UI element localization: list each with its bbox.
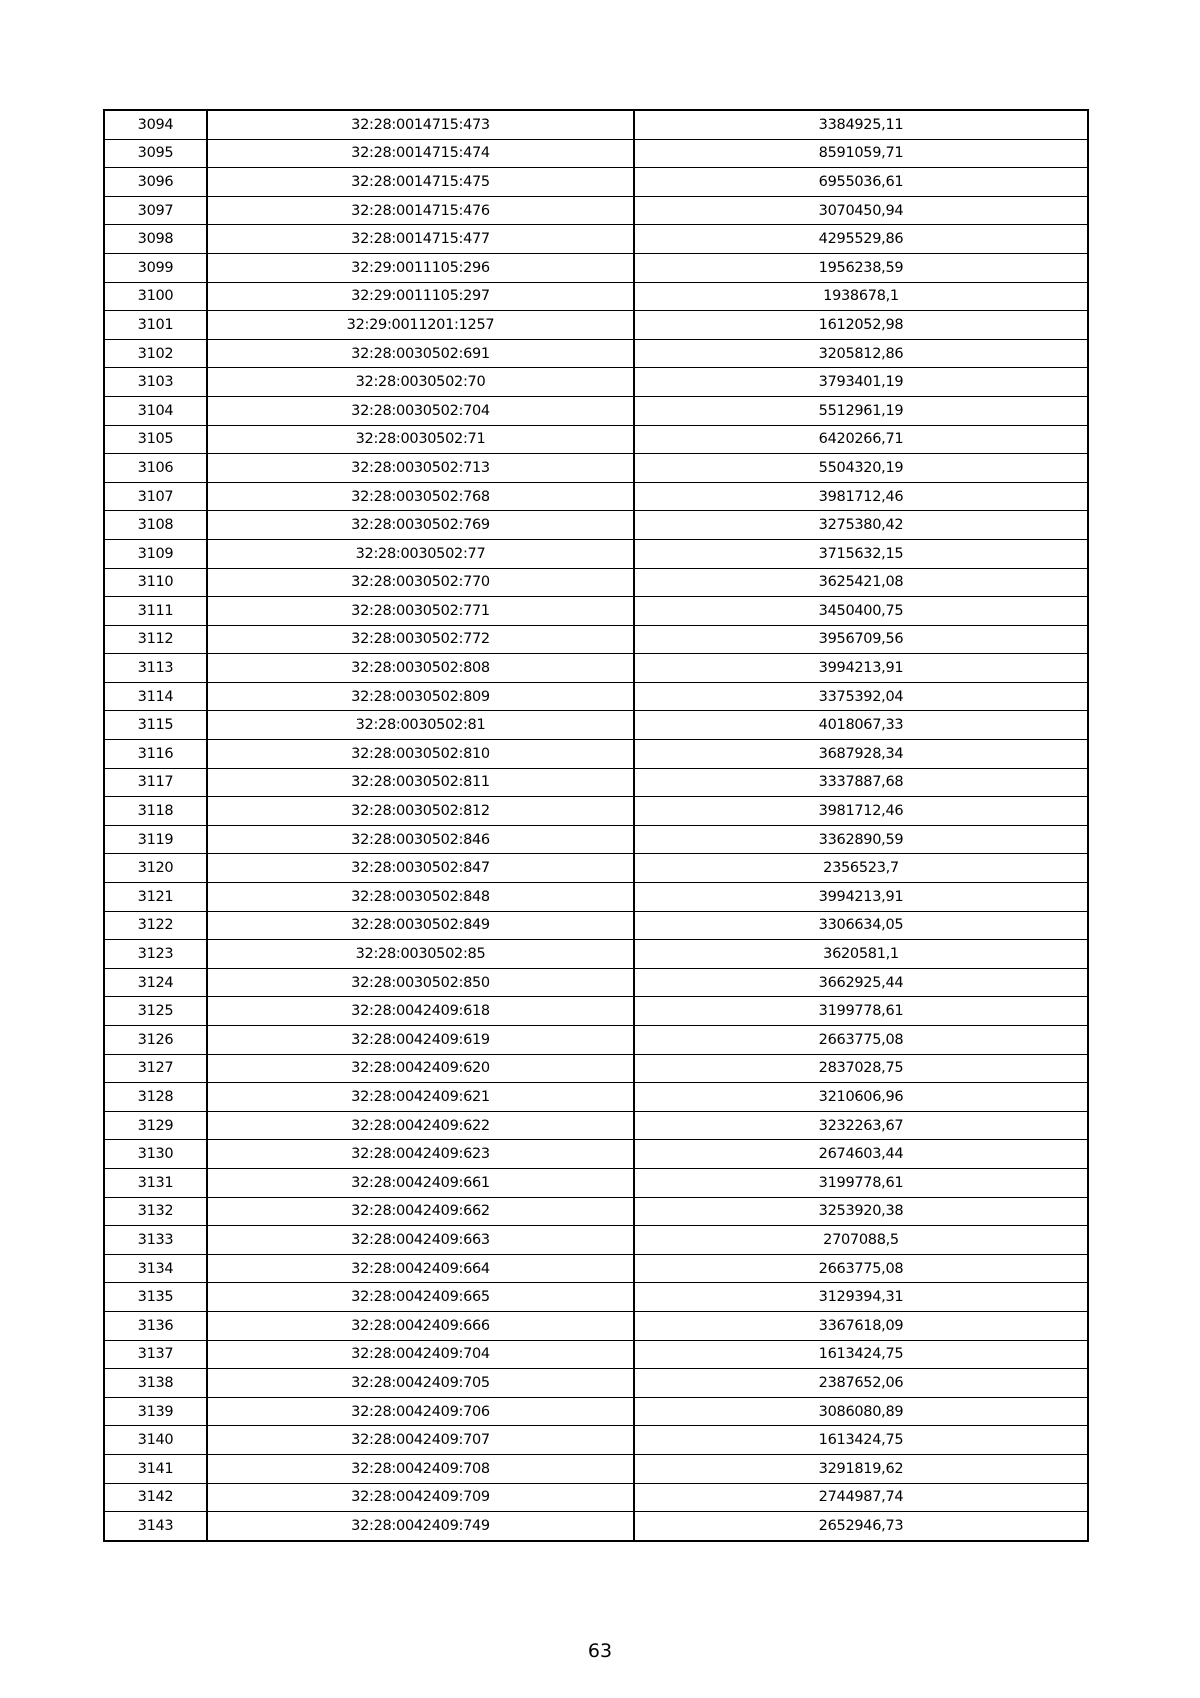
cadastral-number-cell: 32:28:0042409:661 (207, 1168, 634, 1197)
row-number-cell: 3099 (104, 253, 207, 282)
row-number-cell: 3122 (104, 911, 207, 940)
cadastral-value-cell: 6955036,61 (634, 168, 1088, 197)
cadastral-number-cell: 32:28:0030502:713 (207, 454, 634, 483)
row-number-cell: 3123 (104, 940, 207, 969)
table-row (104, 425, 1088, 454)
table-row (104, 1140, 1088, 1169)
cadastral-value-cell: 3199778,61 (634, 1168, 1088, 1197)
cadastral-value-cell: 2663775,08 (634, 1254, 1088, 1283)
cadastral-number-cell: 32:28:0042409:622 (207, 1111, 634, 1140)
cadastral-number-cell: 32:28:0030502:809 (207, 682, 634, 711)
cadastral-number-cell: 32:28:0030502:849 (207, 911, 634, 940)
row-number-cell: 3107 (104, 482, 207, 511)
cadastral-value-cell: 3662925,44 (634, 968, 1088, 997)
row-number-cell: 3128 (104, 1083, 207, 1112)
cadastral-number-cell: 32:28:0042409:618 (207, 997, 634, 1026)
table-row (104, 539, 1088, 568)
cadastral-number-cell: 32:28:0030502:771 (207, 597, 634, 626)
cadastral-number-cell: 32:28:0030502:769 (207, 511, 634, 540)
table-row (104, 168, 1088, 197)
table-row (104, 1111, 1088, 1140)
cadastral-number-cell: 32:28:0042409:662 (207, 1197, 634, 1226)
table-row (104, 740, 1088, 769)
cadastral-number-cell: 32:28:0030502:768 (207, 482, 634, 511)
row-number-cell: 3132 (104, 1197, 207, 1226)
table-row (104, 825, 1088, 854)
table-row (104, 1283, 1088, 1312)
table-row (104, 654, 1088, 683)
cadastral-value-cell: 3715632,15 (634, 539, 1088, 568)
page-number: 63 (587, 1640, 613, 1662)
cadastral-value-cell: 3384925,11 (634, 110, 1088, 139)
table-row (104, 139, 1088, 168)
row-number-cell: 3106 (104, 454, 207, 483)
cadastral-value-cell: 2387652,06 (634, 1369, 1088, 1398)
cadastral-number-cell: 32:28:0030502:808 (207, 654, 634, 683)
row-number-cell: 3117 (104, 768, 207, 797)
cadastral-value-cell: 3306634,05 (634, 911, 1088, 940)
row-number-cell: 3119 (104, 825, 207, 854)
cadastral-number-cell: 32:28:0042409:708 (207, 1454, 634, 1483)
row-number-cell: 3111 (104, 597, 207, 626)
row-number-cell: 3118 (104, 797, 207, 826)
cadastral-value-cell: 1956238,59 (634, 253, 1088, 282)
cadastral-value-cell: 1938678,1 (634, 282, 1088, 311)
cadastral-value-cell: 4018067,33 (634, 711, 1088, 740)
row-number-cell: 3110 (104, 568, 207, 597)
cadastral-number-cell: 32:28:0030502:81 (207, 711, 634, 740)
table-row (104, 1254, 1088, 1283)
cadastral-number-cell: 32:28:0030502:846 (207, 825, 634, 854)
cadastral-value-cell: 3129394,31 (634, 1283, 1088, 1312)
row-number-cell: 3126 (104, 1026, 207, 1055)
cadastral-number-cell: 32:29:0011201:1257 (207, 311, 634, 340)
cadastral-number-cell: 32:28:0042409:620 (207, 1054, 634, 1083)
row-number-cell: 3097 (104, 196, 207, 225)
cadastral-number-cell: 32:28:0030502:704 (207, 396, 634, 425)
cadastral-number-cell: 32:28:0042409:709 (207, 1483, 634, 1512)
table-row (104, 110, 1088, 139)
cadastral-value-cell: 3232263,67 (634, 1111, 1088, 1140)
row-number-cell: 3143 (104, 1512, 207, 1541)
cadastral-number-cell: 32:28:0030502:848 (207, 883, 634, 912)
cadastral-number-cell: 32:28:0042409:666 (207, 1311, 634, 1340)
table-row (104, 797, 1088, 826)
cadastral-number-cell: 32:28:0014715:474 (207, 139, 634, 168)
table-row (104, 1197, 1088, 1226)
cadastral-number-cell: 32:28:0042409:704 (207, 1340, 634, 1369)
row-number-cell: 3109 (104, 539, 207, 568)
table-row (104, 883, 1088, 912)
cadastral-number-cell: 32:28:0014715:475 (207, 168, 634, 197)
cadastral-value-cell: 3793401,19 (634, 368, 1088, 397)
cadastral-number-cell: 32:28:0030502:810 (207, 740, 634, 769)
row-number-cell: 3139 (104, 1397, 207, 1426)
table-row (104, 1512, 1088, 1541)
table-row (104, 311, 1088, 340)
row-number-cell: 3103 (104, 368, 207, 397)
cadastral-number-cell: 32:28:0042409:665 (207, 1283, 634, 1312)
cadastral-value-cell: 5504320,19 (634, 454, 1088, 483)
table-row (104, 1369, 1088, 1398)
row-number-cell: 3142 (104, 1483, 207, 1512)
table-row (104, 1483, 1088, 1512)
cadastral-value-cell: 1613424,75 (634, 1426, 1088, 1455)
cadastral-value-cell: 4295529,86 (634, 225, 1088, 254)
cadastral-value-cell: 3981712,46 (634, 482, 1088, 511)
cadastral-value-cell: 3210606,96 (634, 1083, 1088, 1112)
cadastral-number-cell: 32:28:0042409:663 (207, 1226, 634, 1255)
row-number-cell: 3131 (104, 1168, 207, 1197)
cadastral-number-cell: 32:28:0030502:812 (207, 797, 634, 826)
cadastral-value-cell: 3981712,46 (634, 797, 1088, 826)
row-number-cell: 3116 (104, 740, 207, 769)
table-row (104, 1168, 1088, 1197)
cadastral-number-cell: 32:28:0042409:707 (207, 1426, 634, 1455)
table-row (104, 1226, 1088, 1255)
table-row (104, 482, 1088, 511)
table-row (104, 1311, 1088, 1340)
cadastral-value-cell: 5512961,19 (634, 396, 1088, 425)
row-number-cell: 3114 (104, 682, 207, 711)
row-number-cell: 3108 (104, 511, 207, 540)
table-row (104, 368, 1088, 397)
row-number-cell: 3121 (104, 883, 207, 912)
cadastral-number-cell: 32:29:0011105:296 (207, 253, 634, 282)
row-number-cell: 3100 (104, 282, 207, 311)
row-number-cell: 3098 (104, 225, 207, 254)
row-number-cell: 3125 (104, 997, 207, 1026)
row-number-cell: 3115 (104, 711, 207, 740)
cadastral-value-cell: 2652946,73 (634, 1512, 1088, 1541)
row-number-cell: 3138 (104, 1369, 207, 1398)
cadastral-number-cell: 32:28:0014715:476 (207, 196, 634, 225)
cadastral-number-cell: 32:28:0030502:70 (207, 368, 634, 397)
cadastral-value-cell: 2674603,44 (634, 1140, 1088, 1169)
row-number-cell: 3113 (104, 654, 207, 683)
row-number-cell: 3102 (104, 339, 207, 368)
row-number-cell: 3095 (104, 139, 207, 168)
table-row (104, 768, 1088, 797)
row-number-cell: 3105 (104, 425, 207, 454)
row-number-cell: 3130 (104, 1140, 207, 1169)
cadastral-number-cell: 32:28:0030502:772 (207, 625, 634, 654)
cadastral-value-cell: 1612052,98 (634, 311, 1088, 340)
cadastral-value-cell: 3687928,34 (634, 740, 1088, 769)
table-row (104, 568, 1088, 597)
row-number-cell: 3127 (104, 1054, 207, 1083)
table-row (104, 1426, 1088, 1455)
table-row (104, 1054, 1088, 1083)
cadastral-value-cell: 3625421,08 (634, 568, 1088, 597)
table-row (104, 196, 1088, 225)
cadastral-value-cell: 2744987,74 (634, 1483, 1088, 1512)
cadastral-value-cell: 3362890,59 (634, 825, 1088, 854)
cadastral-value-cell: 6420266,71 (634, 425, 1088, 454)
cadastral-number-cell: 32:28:0014715:473 (207, 110, 634, 139)
cadastral-value-cell: 3367618,09 (634, 1311, 1088, 1340)
cadastral-value-cell: 3994213,91 (634, 654, 1088, 683)
table-row (104, 597, 1088, 626)
table-row (104, 1083, 1088, 1112)
table-row (104, 1397, 1088, 1426)
table-row (104, 968, 1088, 997)
cadastral-number-cell: 32:28:0042409:621 (207, 1083, 634, 1112)
row-number-cell: 3120 (104, 854, 207, 883)
cadastral-value-cell: 3337887,68 (634, 768, 1088, 797)
row-number-cell: 3137 (104, 1340, 207, 1369)
cadastral-value-cell: 3070450,94 (634, 196, 1088, 225)
table-row (104, 1026, 1088, 1055)
cadastral-number-cell: 32:28:0042409:664 (207, 1254, 634, 1283)
cadastral-number-cell: 32:28:0030502:77 (207, 539, 634, 568)
cadastral-value-cell: 3994213,91 (634, 883, 1088, 912)
table-row (104, 940, 1088, 969)
row-number-cell: 3124 (104, 968, 207, 997)
cadastral-value-cell: 3291819,62 (634, 1454, 1088, 1483)
cadastral-number-cell: 32:28:0030502:71 (207, 425, 634, 454)
table-row (104, 253, 1088, 282)
cadastral-number-cell: 32:28:0042409:706 (207, 1397, 634, 1426)
row-number-cell: 3134 (104, 1254, 207, 1283)
cadastral-value-cell: 1613424,75 (634, 1340, 1088, 1369)
cadastral-value-cell: 3253920,38 (634, 1197, 1088, 1226)
cadastral-value-cell: 3620581,1 (634, 940, 1088, 969)
table-row (104, 339, 1088, 368)
row-number-cell: 3112 (104, 625, 207, 654)
table-row (104, 711, 1088, 740)
cadastral-number-cell: 32:28:0042409:705 (207, 1369, 634, 1398)
table-row (104, 454, 1088, 483)
cadastral-value-cell: 3199778,61 (634, 997, 1088, 1026)
row-number-cell: 3141 (104, 1454, 207, 1483)
cadastral-value-cell: 3086080,89 (634, 1397, 1088, 1426)
table-row (104, 854, 1088, 883)
row-number-cell: 3101 (104, 311, 207, 340)
cadastral-number-cell: 32:28:0030502:691 (207, 339, 634, 368)
cadastral-number-cell: 32:28:0030502:811 (207, 768, 634, 797)
cadastral-value-cell: 3450400,75 (634, 597, 1088, 626)
cadastral-number-cell: 32:28:0042409:619 (207, 1026, 634, 1055)
table-row (104, 997, 1088, 1026)
table-row (104, 1454, 1088, 1483)
cadastral-value-table (103, 109, 1089, 1542)
table-row (104, 1340, 1088, 1369)
table-body (104, 110, 1088, 1541)
cadastral-number-cell: 32:28:0030502:770 (207, 568, 634, 597)
cadastral-number-cell: 32:28:0014715:477 (207, 225, 634, 254)
row-number-cell: 3135 (104, 1283, 207, 1312)
cadastral-value-cell: 2837028,75 (634, 1054, 1088, 1083)
table-row (104, 282, 1088, 311)
table-row (104, 911, 1088, 940)
cadastral-value-cell: 3205812,86 (634, 339, 1088, 368)
cadastral-value-cell: 2663775,08 (634, 1026, 1088, 1055)
cadastral-number-cell: 32:28:0042409:749 (207, 1512, 634, 1541)
row-number-cell: 3096 (104, 168, 207, 197)
row-number-cell: 3136 (104, 1311, 207, 1340)
cadastral-number-cell: 32:28:0042409:623 (207, 1140, 634, 1169)
cadastral-number-cell: 32:28:0030502:847 (207, 854, 634, 883)
table-row (104, 511, 1088, 540)
cadastral-value-cell: 3956709,56 (634, 625, 1088, 654)
cadastral-value-cell: 3275380,42 (634, 511, 1088, 540)
cadastral-value-cell: 2707088,5 (634, 1226, 1088, 1255)
table-row (104, 625, 1088, 654)
row-number-cell: 3129 (104, 1111, 207, 1140)
row-number-cell: 3140 (104, 1426, 207, 1455)
row-number-cell: 3104 (104, 396, 207, 425)
table-row (104, 682, 1088, 711)
cadastral-number-cell: 32:28:0030502:85 (207, 940, 634, 969)
table-row (104, 396, 1088, 425)
cadastral-value-cell: 8591059,71 (634, 139, 1088, 168)
row-number-cell: 3133 (104, 1226, 207, 1255)
cadastral-number-cell: 32:29:0011105:297 (207, 282, 634, 311)
cadastral-value-cell: 2356523,7 (634, 854, 1088, 883)
cadastral-number-cell: 32:28:0030502:850 (207, 968, 634, 997)
cadastral-value-cell: 3375392,04 (634, 682, 1088, 711)
table-row (104, 225, 1088, 254)
row-number-cell: 3094 (104, 110, 207, 139)
